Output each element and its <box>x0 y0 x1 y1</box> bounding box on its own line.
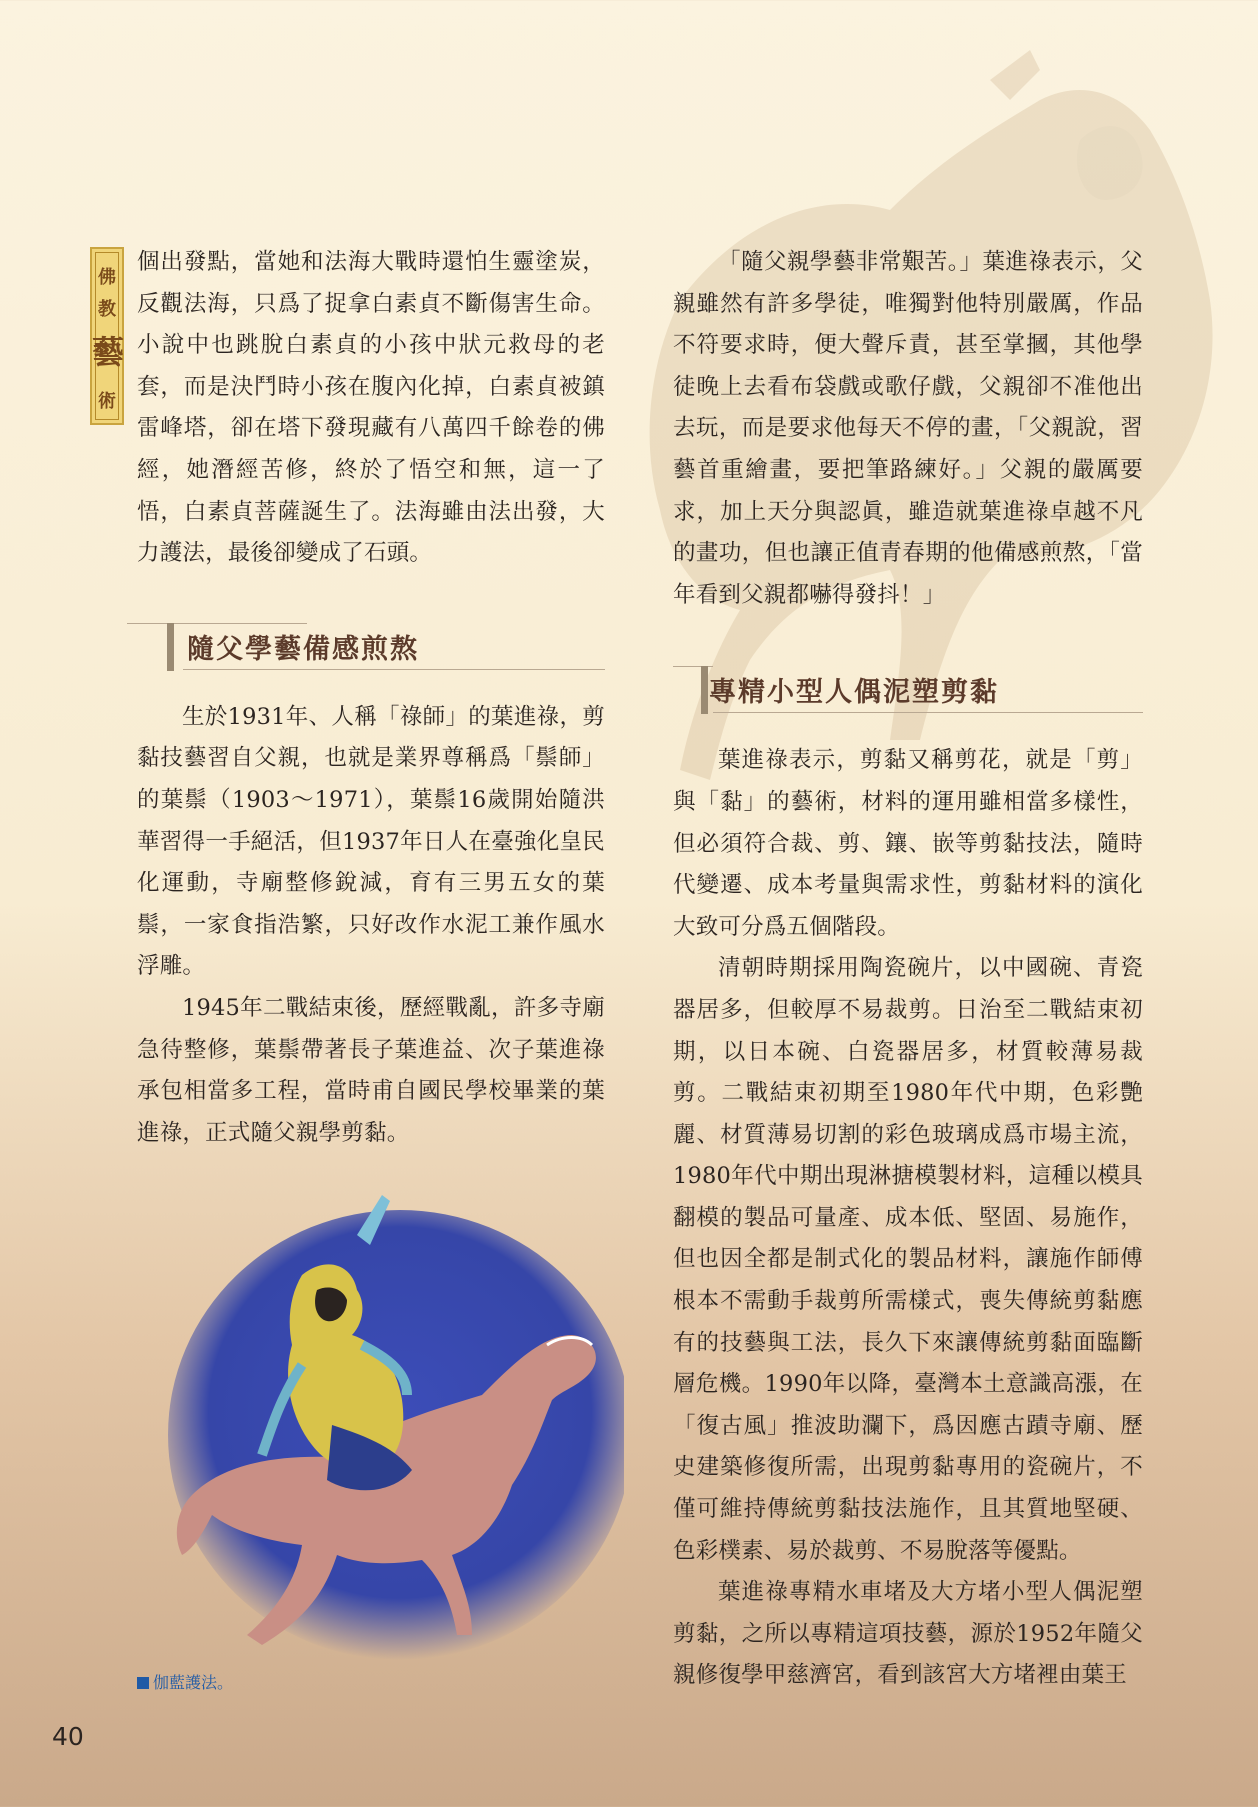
body-paragraph: 葉進祿表示，剪黏又稱剪花，就是「剪」與「黏」的藝術，材料的運用雖相當多樣性，但必須符合裁、剪、鑲、嵌等剪黏技法，隨時代變遷、成本考量與需求性，剪黏材料的演化大致可分爲五個階段。 <box>673 747 1143 940</box>
caption-square-icon <box>137 1677 149 1689</box>
body-paragraph: 清朝時期採用陶瓷碗片，以中國碗、青瓷器居多，但較厚不易裁剪。日治至二戰結束初期，以日本碗、白瓷器居多，材質較薄易裁剪。二戰結束初期至1980年代中期，色彩艷麗、材質薄易切割的彩色玻璃成爲市場主流，1980年代中期出現淋搪模製材料，這種以模具翻模的製品可量產、成本低、堅固、易施作，但也因全都是制式化的製品材料，讓施作師傅根本不需動手裁剪所需樣式，喪失傳統剪黏應有的技藝與工法，長久下來讓傳統剪黏面臨斷層危機。1990年以降，臺灣本土意識高漲，在「復古風」推波助瀾下，爲因應古蹟寺廟、歷史建築修復所需，出現剪黏專用的瓷碗片，不僅可維持傳統剪黏技法施作，且其質地堅硬、色彩樸素、易於裁剪、不易脫落等優點。 <box>673 955 1143 1564</box>
tag-char: 教 <box>98 299 116 320</box>
tag-char: 佛 <box>98 267 116 288</box>
figure-caption <box>137 1670 233 1693</box>
tag-char: 藝 <box>92 333 125 371</box>
body-paragraph: 生於1931年、人稱「祿師」的葉進祿，剪黏技藝習自父親，也就是業界尊稱爲「鬃師」的葉鬃（1903～1971），葉鬃16歲開始隨洪華習得一手絕活，但1937年日人在臺強化皇民化運動，寺廟整修銳減，育有三男五女的葉鬃，一家食指浩繁，只好改作水泥工兼作風水浮雕。 <box>137 703 605 980</box>
section-heading <box>673 664 1143 716</box>
section-tag <box>90 247 124 425</box>
section-heading-text: 隨父學藝備感煎熬 <box>187 633 419 665</box>
body-paragraph: 葉進祿專精水車堵及大方堵小型人偶泥塑剪黏，之所以專精這項技藝，源於1952年隨父親修復學甲慈濟宮，看到該宮大方堵裡由葉王 <box>673 1579 1143 1689</box>
tag-char: 術 <box>98 391 116 412</box>
figurine-photo <box>152 1195 624 1665</box>
body-paragraph: 1945年二戰結束後，歷經戰亂，許多寺廟急待整修，葉鬃帶著長子葉進益、次子葉進祿承包相當多工程，當時甫自國民學校畢業的葉進祿，正式隨父親學剪黏。 <box>137 994 605 1146</box>
right-column <box>673 242 1143 1697</box>
intro-paragraph: 個出發點，當她和法海大戰時還怕生靈塗炭，反觀法海，只爲了捉拿白素貞不斷傷害生命。小說中也跳脫白素貞的小孩中狀元救母的老套，而是決鬥時小孩在腹內化掉，白素貞被鎮雷峰塔，卻在塔下發現藏有八萬四千餘卷的佛經，她潛經苦修，終於了悟空和無，這一了悟，白素貞菩薩誕生了。法海雖由法出發，大力護法，最後卻變成了石頭。 <box>137 249 605 567</box>
left-column <box>137 242 605 1154</box>
section-heading <box>137 621 605 673</box>
intro-paragraph: 「隨父親學藝非常艱苦。」葉進祿表示，父親雖然有許多學徒，唯獨對他特別嚴厲，作品不符要求時，便大聲斥責，甚至掌摑，其他學徒晚上去看布袋戲或歌仔戲，父親卻不准他出去玩，而是要求他每天不停的畫，「父親說，習藝首重繪畫，要把筆路練好。」父親的嚴厲要求，加上天分與認眞，雖造就葉進祿卓越不凡的畫功，但也讓正值青春期的他備感煎熬，「當年看到父親都嚇得發抖！」 <box>673 249 1143 608</box>
section-heading-text: 專精小型人偶泥塑剪黏 <box>709 677 999 709</box>
page-number: 40 <box>52 1722 84 1751</box>
caption-text: 伽藍護法。 <box>153 1673 234 1692</box>
